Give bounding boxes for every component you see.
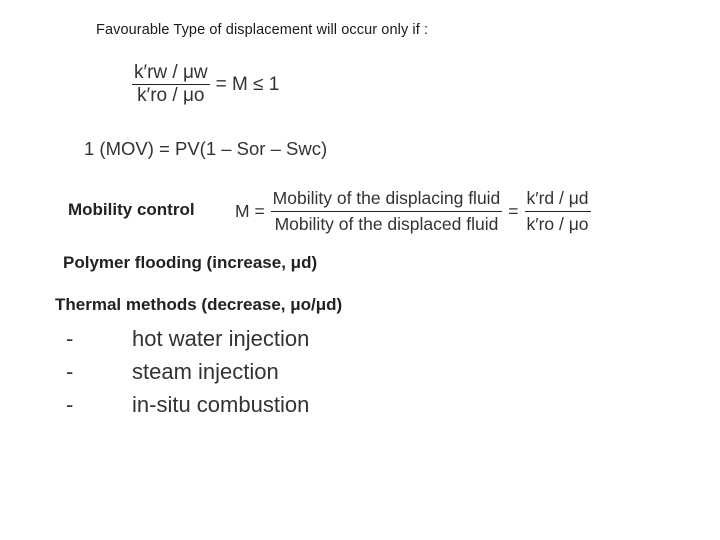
mobility-word-fraction [271, 186, 503, 237]
fraction-denominator: k′ro / μo [137, 85, 205, 106]
list-dash: - [66, 326, 74, 351]
symbol-numerator: k′rd / μd [526, 188, 589, 208]
slide-title: Favourable Type of displacement will occur only if : [96, 22, 429, 38]
list-item-text: hot water injection [132, 326, 310, 351]
list-dash: - [66, 359, 74, 384]
list-dash: - [66, 392, 74, 417]
mobility-symbol-fraction [525, 186, 591, 237]
mobility-ratio-fraction [132, 62, 210, 107]
polymer-flooding-heading: Polymer flooding (increase, μd) [63, 253, 318, 272]
displacing-fluid-text: Mobility of the displacing fluid [272, 188, 501, 208]
favourable-condition-equation [132, 62, 279, 107]
displaced-fluid-text: Mobility of the displaced fluid [274, 214, 499, 234]
list-item [66, 326, 309, 359]
condition-rhs: = M ≤ 1 [215, 73, 280, 95]
thermal-methods-list [66, 326, 309, 425]
mobility-control-label: Mobility control [68, 200, 195, 219]
fraction-numerator: k′rw / μw [134, 62, 208, 83]
equals-sign: = [508, 201, 519, 221]
symbol-denominator: k′ro / μo [526, 214, 589, 234]
list-item [66, 359, 309, 392]
thermal-methods-heading: Thermal methods (decrease, μo/μd) [55, 295, 343, 314]
list-item-text: in-situ combustion [132, 392, 310, 417]
mobility-ratio-equation [235, 186, 597, 237]
mov-equation: 1 (MOV) = PV(1 – Sor – Swc) [84, 138, 328, 159]
mobility-lhs: M = [235, 201, 265, 221]
list-item [66, 392, 309, 425]
list-item-text: steam injection [132, 359, 279, 384]
